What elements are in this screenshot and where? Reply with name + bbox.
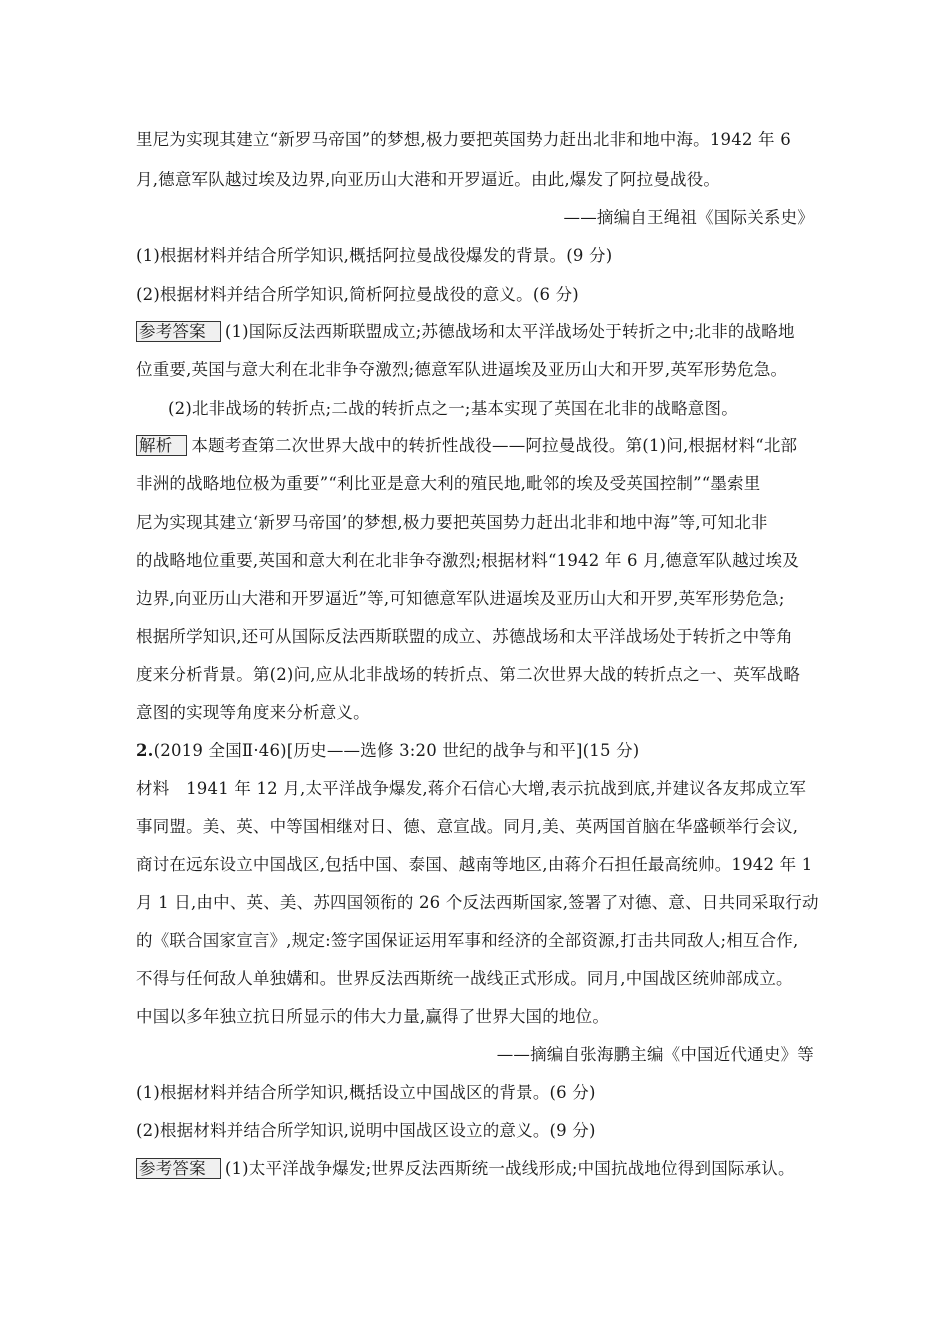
- answer-line: (2)北非战场的转折点;二战的转折点之一;基本实现了英国在北非的战略意图。: [168, 399, 738, 418]
- material-line: 不得与任何敌人单独媾和。世界反法西斯统一战线正式形成。同月,中国战区统帅部成立。: [136, 969, 793, 988]
- analysis-line: 边界,向亚历山大港和开罗逼近”等,可知德意军队进逼埃及亚历山大和开罗,英军形势危急;: [136, 589, 785, 608]
- analysis-line: 根据所学知识,还可从国际反法西斯联盟的成立、苏德战场和太平洋战场处于转折之中等角: [136, 627, 793, 646]
- material-line: 商讨在远东设立中国战区,包括中国、泰国、越南等地区,由蒋介石担任最高统帅。1942 年 1: [136, 855, 813, 874]
- answer-line: [136, 320, 816, 344]
- answer-label: 参考答案: [136, 321, 221, 342]
- question-2: (2)根据材料并结合所学知识,简析阿拉曼战役的意义。(6 分): [136, 285, 579, 304]
- answer-line: 位重要,英国与意大利在北非争夺激烈;德意军队进逼埃及亚历山大和开罗,英军形势危急。: [136, 360, 788, 379]
- analysis-text: 本题考查第二次世界大战中的转折性战役——阿拉曼战役。第(1)问,根据材料“北部: [191, 436, 798, 455]
- analysis-label: 解析: [136, 435, 187, 456]
- material-line: 事同盟。美、英、中等国相继对日、德、意宣战。同月,美、英两国首脑在华盛顿举行会议,: [136, 817, 799, 836]
- material-line: 里尼为实现其建立“新罗马帝国”的梦想,极力要把英国势力赶出北非和地中海。1942 年 6: [136, 130, 791, 149]
- question-number: 2.: [136, 741, 154, 760]
- material-line: 月,德意军队越过埃及边界,向亚历山大港和开罗逼近。由此,爆发了阿拉曼战役。: [136, 170, 721, 189]
- question-1: (1)根据材料并结合所学知识,概括阿拉曼战役爆发的背景。(9 分): [136, 246, 613, 265]
- question-2: (2)根据材料并结合所学知识,说明中国战区设立的意义。(9 分): [136, 1121, 596, 1140]
- answer-label: 参考答案: [136, 1158, 221, 1179]
- question-header: [136, 739, 816, 763]
- material-line: 材料 1941 年 12 月,太平洋战争爆发,蒋介石信心大增,表示抗战到底,并建议各友邦成立军: [136, 779, 807, 798]
- analysis-line: 尼为实现其建立‘新罗马帝国’的梦想,极力要把英国势力赶出北非和地中海”等,可知北非: [136, 513, 768, 532]
- material-line: 的《联合国家宣言》,规定:签字国保证运用军事和经济的全部资源,打击共同敌人;相互合作,: [136, 931, 799, 950]
- question-1: (1)根据材料并结合所学知识,概括设立中国战区的背景。(6 分): [136, 1083, 596, 1102]
- answer-text: (1)太平洋战争爆发;世界反法西斯统一战线形成;中国抗战地位得到国际承认。: [224, 1159, 795, 1178]
- analysis-line: [136, 434, 816, 458]
- analysis-line: 非洲的战略地位极为重要”“利比亚是意大利的殖民地,毗邻的埃及受英国控制”“墨索里: [136, 474, 761, 493]
- analysis-line: 的战略地位重要,英国和意大利在北非争夺激烈;根据材料“1942 年 6 月,德意军队越过埃及: [136, 551, 799, 570]
- material-line: 月 1 日,由中、英、美、苏四国领衔的 26 个反法西斯国家,签署了对德、意、日共同采取行动: [136, 893, 819, 912]
- material-line: 中国以多年独立抗日所显示的伟大力量,赢得了世界大国的地位。: [136, 1007, 610, 1026]
- answer-text: (1)国际反法西斯联盟成立;苏德战场和太平洋战场处于转折之中;北非的战略地: [224, 322, 795, 341]
- answer-line: [136, 1157, 816, 1181]
- question-source: (2019 全国Ⅱ·46)[历史——选修 3:20 世纪的战争与和平](15 分): [153, 741, 640, 760]
- source-citation: ——摘编自张海鹏主编《中国近代通史》等: [496, 1045, 814, 1064]
- analysis-line: 意图的实现等角度来分析意义。: [136, 703, 370, 722]
- analysis-line: 度来分析背景。第(2)问,应从北非战场的转折点、第二次世界大战的转折点之一、英军战略: [136, 665, 801, 684]
- source-citation: ——摘编自王绳祖《国际关系史》: [563, 208, 814, 227]
